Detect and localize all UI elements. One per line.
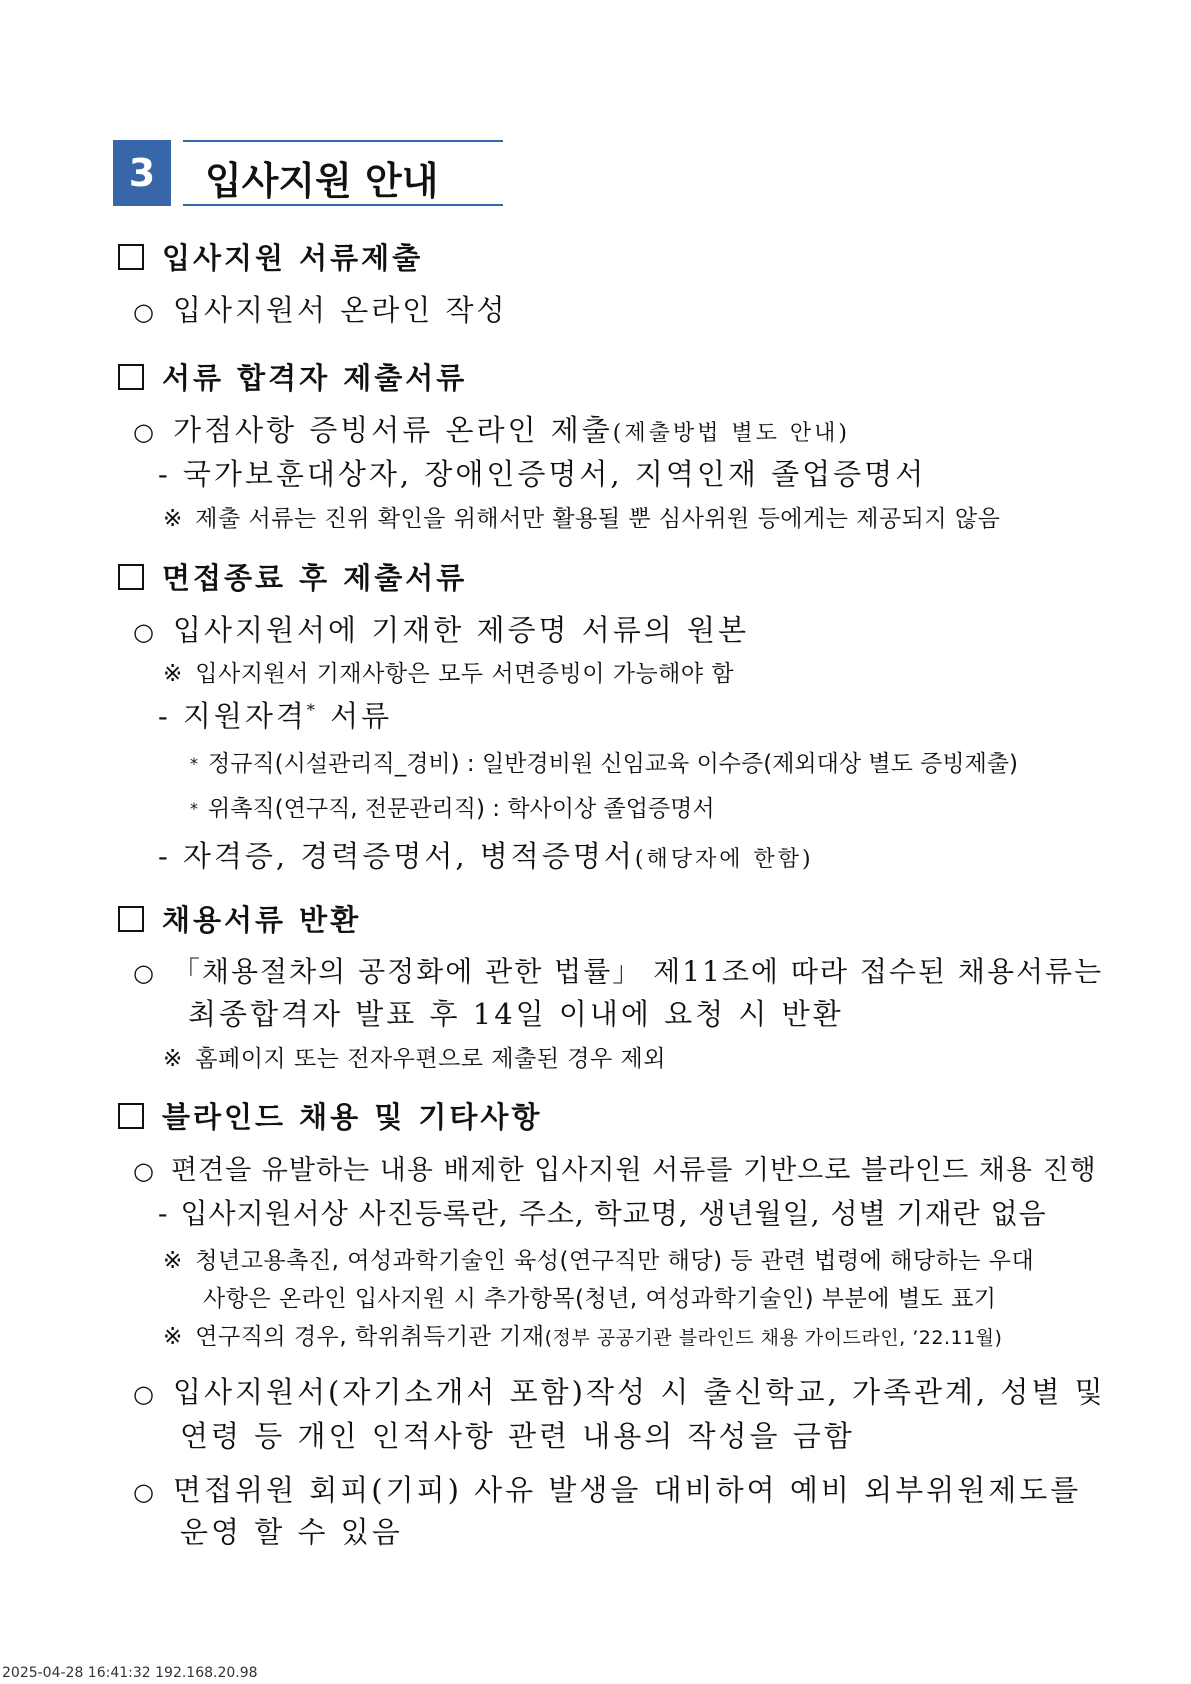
reference-mark-icon: ※ bbox=[163, 506, 184, 532]
bullet-application-restrictions: ○ 입사지원서(자기소개서 포함)작성 시 출신학교, 가족관계, 성별 및 bbox=[133, 1375, 1106, 1409]
note-preferential-items: ※ 청년고용촉진, 여성과학기술인 육성(연구직만 해당) 등 관련 법령에 해당하는 우대 bbox=[163, 1248, 1035, 1274]
checkbox-square-icon bbox=[118, 906, 144, 932]
heading-blind-hiring: 블라인드 채용 및 기타사항 bbox=[118, 1095, 542, 1136]
reference-mark-icon: ※ bbox=[163, 1324, 184, 1350]
checkbox-square-icon bbox=[118, 244, 144, 270]
bullet-return-law: ○ 「채용절차의 공정화에 관한 법률」 제11조에 따라 접수된 채용서류는 bbox=[133, 955, 1104, 988]
section-title: 입사지원 안내 bbox=[205, 159, 439, 203]
heading-document-pass-submission: 서류 합격자 제출서류 bbox=[118, 356, 467, 397]
reference-mark-icon: ※ bbox=[163, 1248, 184, 1274]
checkbox-square-icon bbox=[118, 564, 144, 590]
checkbox-square-icon bbox=[118, 1103, 144, 1129]
dash-qualification-documents: - 지원자격* 서류 bbox=[158, 699, 393, 733]
bullet-application-restrictions-continued: 연령 등 개인 인적사항 관련 내용의 작성을 금함 bbox=[180, 1419, 855, 1453]
bullet-reserve-interviewers-continued: 운영 할 수 있음 bbox=[180, 1515, 403, 1549]
bullet-blind-hiring: ○ 편견을 유발하는 내용 배제한 입사지원 서류를 기반으로 블라인드 채용 진행 bbox=[133, 1155, 1097, 1186]
star-regular-staff: * 정규직(시설관리직_경비) : 일반경비원 신임교육 이수증(제외대상 별도 증빙제출) bbox=[190, 751, 1018, 777]
note-document-usage: ※ 제출 서류는 진위 확인을 위해서만 활용될 뿐 심사위원 등에게는 제공되지 않음 bbox=[163, 506, 1001, 532]
dash-no-personal-fields: - 입사지원서상 사진등록란, 주소, 학교명, 생년월일, 성별 기재란 없음 bbox=[158, 1197, 1047, 1230]
note-written-proof: ※ 입사지원서 기재사항은 모두 서면증빙이 가능해야 함 bbox=[163, 661, 735, 687]
heading-document-submission: 입사지원 서류제출 bbox=[118, 236, 423, 277]
note-email-exception: ※ 홈페이지 또는 전자우편으로 제출된 경우 제외 bbox=[163, 1046, 666, 1072]
circle-bullet-icon: ○ bbox=[133, 959, 156, 987]
circle-bullet-icon: ○ bbox=[133, 418, 157, 446]
section-title-frame bbox=[183, 140, 503, 206]
heading-document-return: 채용서류 반환 bbox=[118, 898, 361, 939]
print-timestamp: 2025-04-28 16:41:32 192.168.20.98 bbox=[2, 1665, 258, 1681]
circle-bullet-icon: ○ bbox=[133, 1380, 157, 1408]
circle-bullet-icon: ○ bbox=[133, 1478, 157, 1506]
star-commissioned-staff: * 위촉직(연구직, 전문관리직) : 학사이상 졸업증명서 bbox=[190, 796, 715, 822]
bullet-return-law-continued: 최종합격자 발표 후 14일 이내에 요청 시 반환 bbox=[188, 997, 844, 1031]
note-research-degree: ※ 연구직의 경우, 학위취득기관 기재(정부 공공기관 블라인드 채용 가이드라인, ’22.11월) bbox=[163, 1324, 1003, 1350]
reference-mark-icon: ※ bbox=[163, 661, 184, 687]
checkbox-square-icon bbox=[118, 364, 144, 390]
circle-bullet-icon: ○ bbox=[133, 1157, 155, 1185]
dash-veteran-documents: - 국가보훈대상자, 장애인증명서, 지역인재 졸업증명서 bbox=[158, 457, 927, 491]
reference-mark-icon: ※ bbox=[163, 1046, 184, 1072]
bullet-bonus-documents: ○ 가점사항 증빙서류 온라인 제출(제출방법 별도 안내) bbox=[133, 413, 850, 447]
bullet-reserve-interviewers: ○ 면접위원 회피(기피) 사유 발생을 대비하여 예비 외부위원제도를 bbox=[133, 1473, 1082, 1507]
circle-bullet-icon: ○ bbox=[133, 298, 157, 326]
heading-post-interview-documents: 면접종료 후 제출서류 bbox=[118, 556, 467, 597]
circle-bullet-icon: ○ bbox=[133, 618, 157, 646]
bullet-online-application: ○ 입사지원서 온라인 작성 bbox=[133, 293, 508, 327]
section-number: 3 bbox=[113, 140, 171, 206]
dash-certificates: - 자격증, 경력증명서, 병적증명서(해당자에 한함) bbox=[158, 839, 814, 873]
note-preferential-items-continued: 사항은 온라인 입사지원 시 추가항목(청년, 여성과학기술인) 부분에 별도 표기 bbox=[203, 1286, 997, 1312]
bullet-original-documents: ○ 입사지원서에 기재한 제증명 서류의 원본 bbox=[133, 613, 750, 647]
